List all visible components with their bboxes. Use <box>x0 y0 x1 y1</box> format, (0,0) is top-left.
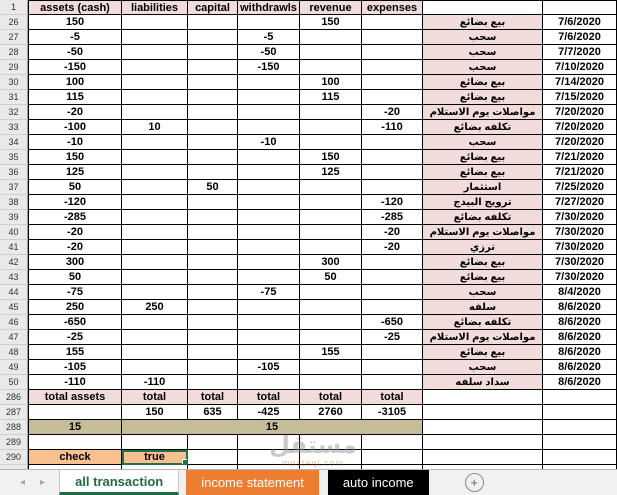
cell-date[interactable]: 7/7/2020 <box>543 45 617 60</box>
cell-expenses[interactable] <box>362 270 423 285</box>
cell-withdrawls[interactable] <box>238 120 300 135</box>
cell-assets[interactable]: -150 <box>28 60 122 75</box>
cell-expenses[interactable]: -285 <box>362 210 423 225</box>
cell-liabilities[interactable] <box>122 330 188 345</box>
row-header-36[interactable]: 36 <box>0 165 28 180</box>
cell-liabilities[interactable]: 250 <box>122 300 188 315</box>
cell-date[interactable] <box>543 420 617 435</box>
cell-liabilities[interactable] <box>122 75 188 90</box>
cell-revenue[interactable] <box>300 225 362 240</box>
cell-withdrawls[interactable] <box>238 195 300 210</box>
cell-liabilities[interactable] <box>122 315 188 330</box>
cell-withdrawls[interactable] <box>238 105 300 120</box>
cell-capital[interactable] <box>188 30 238 45</box>
cell-capital[interactable] <box>188 60 238 75</box>
cell-liabilities[interactable] <box>122 15 188 30</box>
cell-assets[interactable]: 150 <box>28 15 122 30</box>
cell-check-assets[interactable]: 15 <box>28 420 122 435</box>
cell-capital[interactable] <box>188 315 238 330</box>
row-header-41[interactable]: 41 <box>0 240 28 255</box>
row-header-29[interactable]: 29 <box>0 60 28 75</box>
cell-total-assets-label[interactable]: total assets <box>28 390 122 405</box>
tab-all-transaction[interactable]: all transaction <box>59 470 179 495</box>
cell-assets[interactable]: 250 <box>28 300 122 315</box>
row-header-44[interactable]: 44 <box>0 285 28 300</box>
cell-total-revenue[interactable]: 2760 <box>300 405 362 420</box>
cell-expenses[interactable] <box>362 255 423 270</box>
cell-assets[interactable]: 150 <box>28 150 122 165</box>
cell-withdrawls[interactable] <box>238 255 300 270</box>
cell-desc[interactable]: سداد سلفه <box>423 375 543 390</box>
cell-withdrawls[interactable] <box>238 435 300 450</box>
cell-desc[interactable]: سلفه <box>423 300 543 315</box>
cell-withdrawls[interactable] <box>238 375 300 390</box>
cell-desc[interactable] <box>423 435 543 450</box>
row-header-288[interactable]: 288 <box>0 420 28 435</box>
cell-total-liabilities[interactable]: 150 <box>122 405 188 420</box>
cell-date[interactable]: 7/30/2020 <box>543 240 617 255</box>
cell-desc[interactable]: ترويج البيدج <box>423 195 543 210</box>
cell-liabilities[interactable] <box>122 135 188 150</box>
cell-capital[interactable] <box>188 165 238 180</box>
row-header-1[interactable]: 1 <box>0 0 28 15</box>
cell-assets[interactable]: 125 <box>28 165 122 180</box>
cell-withdrawls[interactable] <box>238 270 300 285</box>
cell-expenses[interactable] <box>362 30 423 45</box>
cell-total-label[interactable]: total <box>362 390 423 405</box>
cell-withdrawls[interactable]: -50 <box>238 45 300 60</box>
cell-desc[interactable]: سحب <box>423 30 543 45</box>
cell-empty[interactable] <box>362 450 423 465</box>
cell-date[interactable]: 7/27/2020 <box>543 195 617 210</box>
column-header-capital[interactable]: capital <box>188 0 238 15</box>
cell-date[interactable]: 7/14/2020 <box>543 75 617 90</box>
cell-withdrawls[interactable] <box>238 90 300 105</box>
cell-desc[interactable]: سحب <box>423 60 543 75</box>
cell-date[interactable] <box>543 450 617 465</box>
cell-desc[interactable]: بيع بضائع <box>423 15 543 30</box>
cell-capital[interactable] <box>188 240 238 255</box>
cell-revenue[interactable] <box>300 135 362 150</box>
watermark-domain-text: mostaql.com <box>281 458 345 468</box>
cell-withdrawls[interactable]: -10 <box>238 135 300 150</box>
row-header-32[interactable]: 32 <box>0 105 28 120</box>
cell-liabilities[interactable] <box>122 225 188 240</box>
cell-total-withdrawls[interactable]: -425 <box>238 405 300 420</box>
cell-withdrawls[interactable] <box>238 330 300 345</box>
cell-assets[interactable]: -650 <box>28 315 122 330</box>
tab-auto-income[interactable]: auto income <box>328 470 429 495</box>
cell-withdrawls[interactable] <box>238 150 300 165</box>
cell-revenue[interactable] <box>300 240 362 255</box>
row-header-43[interactable]: 43 <box>0 270 28 285</box>
cell-assets[interactable]: -50 <box>28 45 122 60</box>
row-header-31[interactable]: 31 <box>0 90 28 105</box>
row-header-34[interactable]: 34 <box>0 135 28 150</box>
cell-capital[interactable] <box>188 120 238 135</box>
cell-expenses[interactable] <box>362 15 423 30</box>
cell-withdrawls[interactable]: -105 <box>238 360 300 375</box>
cell-liabilities[interactable] <box>122 150 188 165</box>
column-header-liabilities[interactable]: liabilities <box>122 0 188 15</box>
cell-assets[interactable]: -120 <box>28 195 122 210</box>
cell-expenses[interactable] <box>362 135 423 150</box>
cell-revenue[interactable]: 50 <box>300 270 362 285</box>
cell-liabilities[interactable] <box>122 270 188 285</box>
tab-scroll-left-icon[interactable]: ◂ <box>20 477 26 488</box>
cell-revenue[interactable] <box>300 375 362 390</box>
cell-desc[interactable]: ترزي <box>423 240 543 255</box>
cell-liabilities[interactable] <box>122 345 188 360</box>
cell-withdrawls[interactable] <box>238 165 300 180</box>
cell-assets[interactable]: 155 <box>28 345 122 360</box>
cell-desc[interactable]: سحب <box>423 285 543 300</box>
column-header-revenue[interactable]: revenue <box>300 0 362 15</box>
cell-capital[interactable]: 50 <box>188 180 238 195</box>
cell-capital[interactable] <box>188 150 238 165</box>
cell-assets[interactable]: -20 <box>28 225 122 240</box>
cell-date[interactable]: 7/21/2020 <box>543 165 617 180</box>
cell-withdrawls[interactable] <box>238 225 300 240</box>
row-header-49[interactable]: 49 <box>0 360 28 375</box>
cell-empty[interactable] <box>300 450 362 465</box>
cell-assets[interactable]: -10 <box>28 135 122 150</box>
cell-revenue[interactable] <box>300 105 362 120</box>
cell-desc[interactable]: مواصلات يوم الاستلام <box>423 225 543 240</box>
cell-total-capital[interactable]: 635 <box>188 405 238 420</box>
cell-capital[interactable] <box>188 435 238 450</box>
row-header-26[interactable]: 26 <box>0 15 28 30</box>
cell-liabilities[interactable] <box>122 240 188 255</box>
cell-expenses[interactable] <box>362 180 423 195</box>
column-header-expenses[interactable]: expenses <box>362 0 423 15</box>
cell-capital[interactable] <box>188 270 238 285</box>
row-header-39[interactable]: 39 <box>0 210 28 225</box>
cell-withdrawls[interactable] <box>238 300 300 315</box>
cell-total-label[interactable]: total <box>122 390 188 405</box>
cell-revenue[interactable] <box>300 360 362 375</box>
cell-capital[interactable] <box>188 45 238 60</box>
row-header-48[interactable]: 48 <box>0 345 28 360</box>
cell-revenue[interactable] <box>300 330 362 345</box>
cell-date[interactable]: 7/30/2020 <box>543 210 617 225</box>
cell-assets[interactable]: -5 <box>28 30 122 45</box>
row-header-286[interactable]: 286 <box>0 390 28 405</box>
cell-desc[interactable]: تكلفه بضائع <box>423 315 543 330</box>
cell-date[interactable]: 7/25/2020 <box>543 180 617 195</box>
tab-scroll-right-icon[interactable]: ▸ <box>40 477 46 488</box>
cell-date[interactable] <box>543 390 617 405</box>
cell-date[interactable]: 7/15/2020 <box>543 90 617 105</box>
new-sheet-button[interactable] <box>465 473 484 492</box>
cell-check-label[interactable]: check <box>28 450 122 465</box>
cell-desc[interactable] <box>423 450 543 465</box>
cell-revenue[interactable] <box>300 180 362 195</box>
cell-capital[interactable] <box>188 75 238 90</box>
cell-liabilities[interactable] <box>122 30 188 45</box>
cell-expenses[interactable] <box>362 45 423 60</box>
tab-scroll-arrows <box>0 470 59 495</box>
cell-check-value-selected[interactable]: true <box>122 450 188 465</box>
cell-revenue[interactable]: 150 <box>300 15 362 30</box>
cell-revenue[interactable]: 100 <box>300 75 362 90</box>
row-header-40[interactable]: 40 <box>0 225 28 240</box>
cell-total-label[interactable]: total <box>188 390 238 405</box>
cell-date[interactable]: 7/10/2020 <box>543 60 617 75</box>
cell-empty[interactable] <box>238 450 300 465</box>
cell-revenue[interactable] <box>300 195 362 210</box>
cell-liabilities[interactable]: -110 <box>122 375 188 390</box>
sheet-tab-bar <box>0 469 617 495</box>
cell-assets[interactable]: -100 <box>28 120 122 135</box>
cell-capital[interactable] <box>188 300 238 315</box>
cell-revenue[interactable] <box>300 210 362 225</box>
cell-liabilities[interactable] <box>122 60 188 75</box>
cell-assets[interactable]: 50 <box>28 180 122 195</box>
cell-liabilities[interactable] <box>122 360 188 375</box>
cell-expenses[interactable] <box>362 360 423 375</box>
column-header-assets[interactable]: assets (cash) <box>28 0 122 15</box>
cell-capital[interactable] <box>188 330 238 345</box>
cell-revenue[interactable] <box>300 300 362 315</box>
cell-revenue[interactable] <box>300 30 362 45</box>
cell-expenses[interactable] <box>362 285 423 300</box>
cell-capital[interactable] <box>188 225 238 240</box>
cell-revenue[interactable] <box>300 120 362 135</box>
cell-date[interactable]: 7/6/2020 <box>543 30 617 45</box>
cell-desc[interactable]: بيع بضائع <box>423 345 543 360</box>
cell-date[interactable]: 7/6/2020 <box>543 15 617 30</box>
cell-expenses[interactable]: -110 <box>362 120 423 135</box>
cell-desc[interactable]: بيع بضائع <box>423 255 543 270</box>
cell-withdrawls[interactable]: -75 <box>238 285 300 300</box>
cell-date[interactable]: 8/6/2020 <box>543 360 617 375</box>
cell-capital[interactable] <box>188 135 238 150</box>
row-header-50[interactable]: 50 <box>0 375 28 390</box>
cell-date[interactable]: 7/20/2020 <box>543 120 617 135</box>
cell-capital[interactable] <box>188 15 238 30</box>
row-header-38[interactable]: 38 <box>0 195 28 210</box>
cell-date[interactable]: 7/30/2020 <box>543 270 617 285</box>
cell-assets[interactable]: 50 <box>28 270 122 285</box>
cell-assets[interactable]: 300 <box>28 255 122 270</box>
cell-date[interactable]: 7/30/2020 <box>543 255 617 270</box>
row-header-46[interactable]: 46 <box>0 315 28 330</box>
cell-date[interactable]: 7/30/2020 <box>543 225 617 240</box>
row-header-35[interactable]: 35 <box>0 150 28 165</box>
cell-check-merged[interactable]: 15 <box>122 420 423 435</box>
cell-expenses[interactable] <box>362 300 423 315</box>
row-header-37[interactable]: 37 <box>0 180 28 195</box>
cell-assets[interactable] <box>28 405 122 420</box>
cell-desc[interactable]: بيع بضائع <box>423 165 543 180</box>
cell-desc[interactable]: استثمار <box>423 180 543 195</box>
cell-expenses[interactable] <box>362 150 423 165</box>
column-header-date[interactable] <box>543 0 617 15</box>
cell-expenses[interactable]: -20 <box>362 225 423 240</box>
cell-withdrawls[interactable] <box>238 180 300 195</box>
cell-desc[interactable]: بيع بضائع <box>423 90 543 105</box>
cell-total-expenses[interactable]: -3105 <box>362 405 423 420</box>
cell-desc[interactable]: تكلفه بضائع <box>423 210 543 225</box>
column-header-withdrawls[interactable]: withdrawls <box>238 0 300 15</box>
cell-revenue[interactable] <box>300 285 362 300</box>
cell-expenses[interactable] <box>362 165 423 180</box>
cell-expenses[interactable]: -650 <box>362 315 423 330</box>
cell-withdrawls[interactable]: -150 <box>238 60 300 75</box>
cell-liabilities[interactable] <box>122 435 188 450</box>
row-header-47[interactable]: 47 <box>0 330 28 345</box>
cell-assets[interactable]: -285 <box>28 210 122 225</box>
cell-liabilities[interactable]: 10 <box>122 120 188 135</box>
cell-liabilities[interactable] <box>122 45 188 60</box>
cell-capital[interactable] <box>188 105 238 120</box>
cell-expenses[interactable] <box>362 345 423 360</box>
cell-assets[interactable]: 100 <box>28 75 122 90</box>
cell-liabilities[interactable] <box>122 255 188 270</box>
cell-date[interactable]: 7/20/2020 <box>543 105 617 120</box>
cell-expenses[interactable] <box>362 75 423 90</box>
cell-liabilities[interactable] <box>122 210 188 225</box>
row-header-45[interactable]: 45 <box>0 300 28 315</box>
cell-liabilities[interactable] <box>122 165 188 180</box>
cell-withdrawls[interactable]: -5 <box>238 30 300 45</box>
cell-desc[interactable]: بيع بضائع <box>423 150 543 165</box>
cell-assets[interactable]: -20 <box>28 240 122 255</box>
cell-revenue[interactable]: 300 <box>300 255 362 270</box>
row-header-290[interactable]: 290 <box>0 450 28 465</box>
cell-date[interactable]: 8/6/2020 <box>543 345 617 360</box>
cell-desc[interactable]: تكلفه بضائع <box>423 120 543 135</box>
cell-desc[interactable]: مواصلات يوم الاستلام <box>423 330 543 345</box>
cell-liabilities[interactable] <box>122 180 188 195</box>
cell-capital[interactable] <box>188 360 238 375</box>
cell-assets[interactable]: -105 <box>28 360 122 375</box>
cell-expenses[interactable] <box>362 60 423 75</box>
cell-date[interactable] <box>543 405 617 420</box>
row-header-28[interactable]: 28 <box>0 45 28 60</box>
cell-withdrawls[interactable] <box>238 315 300 330</box>
column-header-desc[interactable] <box>423 0 543 15</box>
cell-revenue[interactable]: 150 <box>300 150 362 165</box>
cell-desc[interactable] <box>423 420 543 435</box>
cell-empty[interactable] <box>188 450 238 465</box>
row-header-33[interactable]: 33 <box>0 120 28 135</box>
cell-total-label[interactable]: total <box>300 390 362 405</box>
cell-expenses[interactable]: -25 <box>362 330 423 345</box>
row-header-287[interactable]: 287 <box>0 405 28 420</box>
cell-liabilities[interactable] <box>122 285 188 300</box>
cell-withdrawls[interactable] <box>238 210 300 225</box>
cell-desc[interactable]: سحب <box>423 360 543 375</box>
cell-revenue[interactable] <box>300 315 362 330</box>
cell-withdrawls[interactable] <box>238 75 300 90</box>
cell-capital[interactable] <box>188 90 238 105</box>
cell-capital[interactable] <box>188 210 238 225</box>
cell-assets[interactable]: -110 <box>28 375 122 390</box>
cell-desc[interactable]: بيع بضائع <box>423 75 543 90</box>
cell-desc[interactable] <box>423 405 543 420</box>
cell-expenses[interactable] <box>362 435 423 450</box>
cell-liabilities[interactable] <box>122 195 188 210</box>
cell-assets[interactable] <box>28 435 122 450</box>
row-header-30[interactable]: 30 <box>0 75 28 90</box>
cell-capital[interactable] <box>188 255 238 270</box>
row-header-27[interactable]: 27 <box>0 30 28 45</box>
cell-revenue[interactable] <box>300 60 362 75</box>
cell-total-label[interactable]: total <box>238 390 300 405</box>
cell-capital[interactable] <box>188 375 238 390</box>
cell-assets[interactable]: -75 <box>28 285 122 300</box>
cell-liabilities[interactable] <box>122 105 188 120</box>
cell-date[interactable]: 7/20/2020 <box>543 135 617 150</box>
cell-date[interactable] <box>543 435 617 450</box>
cell-revenue[interactable] <box>300 435 362 450</box>
cell-withdrawls[interactable] <box>238 240 300 255</box>
cell-revenue[interactable] <box>300 45 362 60</box>
cell-revenue[interactable]: 125 <box>300 165 362 180</box>
cell-capital[interactable] <box>188 285 238 300</box>
cell-capital[interactable] <box>188 195 238 210</box>
cell-revenue[interactable]: 115 <box>300 90 362 105</box>
cell-desc[interactable] <box>423 390 543 405</box>
cell-expenses[interactable] <box>362 375 423 390</box>
cell-expenses[interactable] <box>362 90 423 105</box>
tab-income-statement[interactable]: income statement <box>186 470 319 495</box>
cell-capital[interactable] <box>188 345 238 360</box>
cell-expenses[interactable]: -20 <box>362 105 423 120</box>
cell-date[interactable]: 7/21/2020 <box>543 150 617 165</box>
cell-date[interactable]: 8/6/2020 <box>543 300 617 315</box>
cell-desc[interactable]: مواصلات يوم الاستلام <box>423 105 543 120</box>
cell-desc[interactable]: سحب <box>423 135 543 150</box>
row-header-289[interactable]: 289 <box>0 435 28 450</box>
row-header-42[interactable]: 42 <box>0 255 28 270</box>
cell-revenue[interactable]: 155 <box>300 345 362 360</box>
cell-assets[interactable]: 115 <box>28 90 122 105</box>
cell-expenses[interactable]: -20 <box>362 240 423 255</box>
watermark-arabic-text: مستقل <box>269 432 357 459</box>
cell-liabilities[interactable] <box>122 90 188 105</box>
cell-assets[interactable]: -25 <box>28 330 122 345</box>
plus-icon: + <box>470 475 478 490</box>
cell-date[interactable]: 8/6/2020 <box>543 315 617 330</box>
cell-withdrawls[interactable] <box>238 15 300 30</box>
cell-desc[interactable]: سحب <box>423 45 543 60</box>
cell-assets[interactable]: -20 <box>28 105 122 120</box>
cell-date[interactable]: 8/4/2020 <box>543 285 617 300</box>
cell-desc[interactable]: بيع بضائع <box>423 270 543 285</box>
cell-expenses[interactable]: -120 <box>362 195 423 210</box>
cell-withdrawls[interactable] <box>238 345 300 360</box>
cell-date[interactable]: 8/6/2020 <box>543 330 617 345</box>
cell-date[interactable]: 8/6/2020 <box>543 375 617 390</box>
